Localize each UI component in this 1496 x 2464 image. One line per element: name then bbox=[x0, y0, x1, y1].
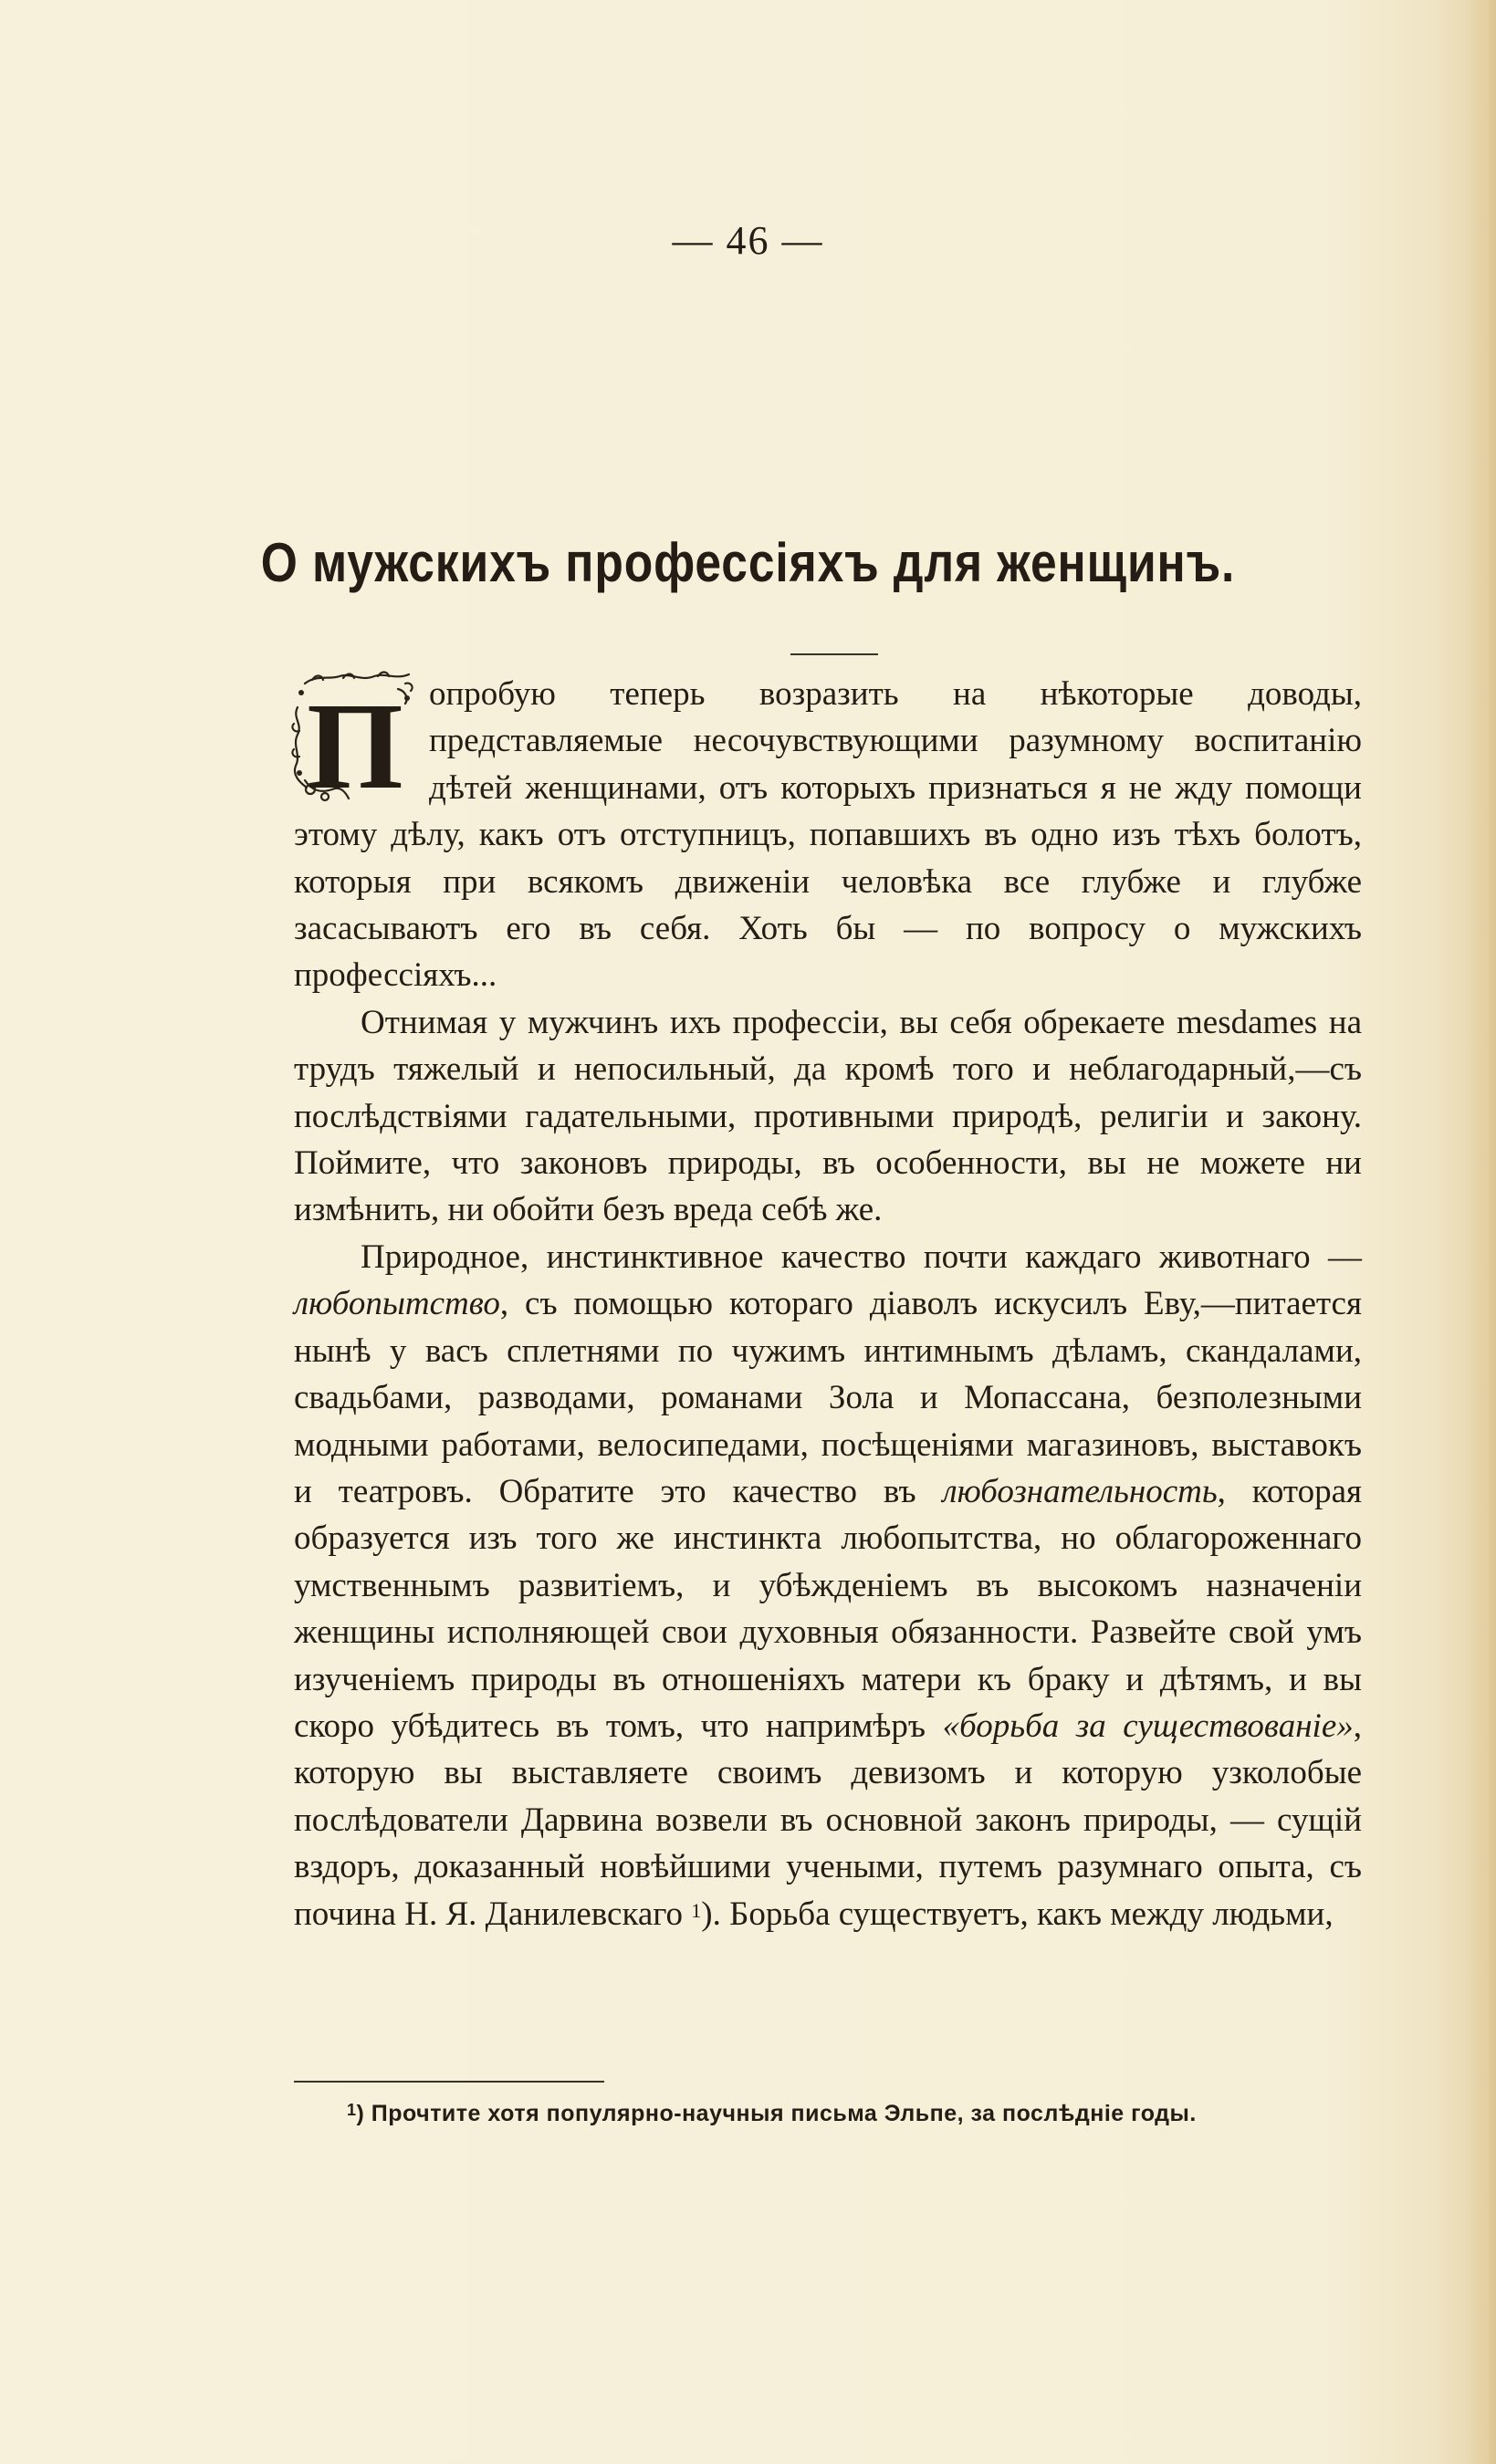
chapter-title: О мужскихъ профессіяхъ для женщинъ. bbox=[260, 532, 1236, 593]
paragraph-3-part-5: ). Борьба существуетъ, какъ между людьми, bbox=[701, 1895, 1334, 1933]
italic-lyuboznatelnost: любознательность bbox=[942, 1472, 1218, 1510]
paragraph-3-part-4: , которую вы выставляете своимъ девизомъ и которую узколобые послѣдователи Дарвина возвели въ основной законъ природы, — сущій вздоръ, доказанный новѣйшими учеными, путемъ разумнаго опыта, съ почина Н. Я. Данилевскаго bbox=[294, 1707, 1363, 1933]
title-divider bbox=[790, 653, 878, 655]
italic-lyubopytstvo: любопытство bbox=[294, 1285, 500, 1323]
paragraph-3 bbox=[294, 1234, 1362, 1937]
page-number: — 46 — bbox=[672, 218, 824, 263]
footnote-mark: 1 bbox=[347, 2101, 357, 2119]
dropcap-letter: П bbox=[307, 678, 403, 815]
footnote-text: ) Прочтите хотя популярно-научныя письма Эльпе, за послѣдніе годы. bbox=[356, 2101, 1197, 2126]
footnote-reference: 1 bbox=[691, 1898, 702, 1922]
paragraph-1-text: опробую теперь возразить на нѣкоторые доводы, представляемые несочувствующими разумному воспитанію дѣтей женщинами, отъ которыхъ признаться я не жду помощи этому дѣлу, какъ отъ отступницъ, попавшихъ въ одно изъ тѣхъ болотъ, которыя при всякомъ движеніи человѣка все глубже и глубже засасываютъ его въ себя. Хоть бы — по вопросу о мужскихъ профессіяхъ... bbox=[294, 675, 1362, 995]
paragraph-3-part-2: , съ помощью котораго діаволъ искусилъ Еву,—питается нынѣ у васъ сплетнями по чужимъ интимнымъ дѣламъ, скандалами, свадьбами, разводами, романами Зола и Мопассана, безполезными модными работами, велосипедами, посѣщеніями магазиновъ, выставокъ и театровъ. Обратите это качество въ bbox=[294, 1285, 1362, 1510]
paragraph-2: Отнимая у мужчинъ ихъ профессіи, вы себя обрекаете mesdames на трудъ тяжелый и непосильный, да кромѣ того и неблагодарный,—съ послѣдствіями гадательными, противными природѣ, религіи и закону. Поймите, что законовъ природы, въ особенности, вы не можете ни измѣнить, ни обойти безъ вреда себѣ же. bbox=[294, 1003, 1362, 1229]
page-edge-shading bbox=[1469, 0, 1496, 2464]
ornamental-dropcap bbox=[288, 671, 424, 815]
paragraph-3-part-3: , которая образуется изъ того же инстинкта любопытства, но облагороженнаго умственнымъ развитіемъ, и убѣжденіемъ въ высокомъ назначеніи женщины исполняющей свои духовныя обязанности. Развейте свой умъ изученіемъ природы въ отношеніяхъ матери къ браку и дѣтямъ, и вы скоро убѣдитесь въ томъ, что напримѣръ bbox=[294, 1472, 1363, 1745]
footnote-divider bbox=[294, 2081, 604, 2083]
footnote bbox=[347, 2101, 1351, 2127]
paragraph-1 bbox=[294, 671, 1362, 999]
body-text bbox=[294, 671, 1362, 1937]
italic-borba-za-sushchestvovanie: «борьба за существованіе» bbox=[942, 1707, 1354, 1745]
paragraph-3-part-1: Природное, инстинктивное качество почти каждаго животнаго — bbox=[361, 1237, 1362, 1276]
